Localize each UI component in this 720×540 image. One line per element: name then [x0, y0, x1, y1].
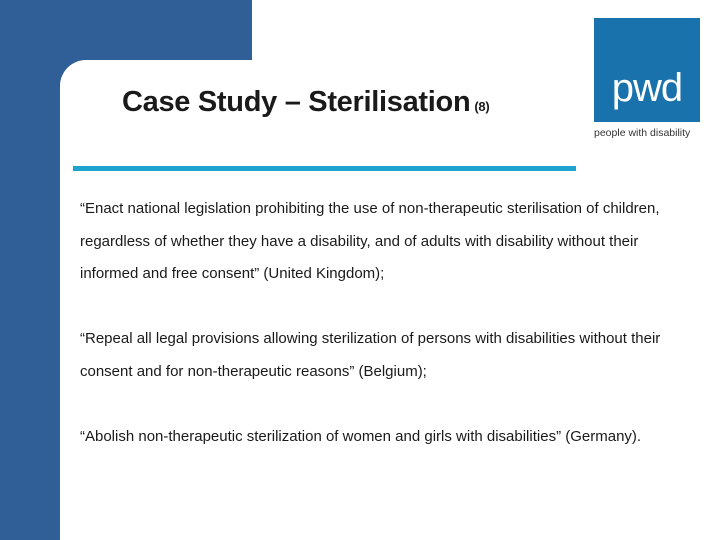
logo-wordmark: pwd: [611, 66, 683, 110]
quote-paragraph-germany: “Abolish non-therapeutic sterilization of women and girls with disabilities” (Germany).: [80, 428, 642, 446]
top-header-block: [60, 0, 252, 60]
title-underline-rule: [73, 166, 576, 171]
left-sidebar-bar: [0, 0, 60, 540]
slide-title-number: (8): [474, 99, 490, 114]
logo-tagline: people with disability: [594, 127, 691, 139]
quote-paragraph-belgium: “Repeal all legal provisions allowing sterilization of persons with disabilities without their consent and for non-therapeutic reasons” (Belgium);: [80, 330, 661, 380]
slide-title: [122, 86, 489, 119]
slide-body: [80, 193, 698, 486]
slide-title-text: Case Study – Sterilisation: [122, 86, 471, 118]
quote-paragraph-uk: “Enact national legislation prohibiting the use of non-therapeutic sterilisation of children, regardless of whether they have a disability, and of adults with disability without their informed and free consent” (United Kingdom);: [80, 200, 660, 283]
pwd-logo: [594, 18, 700, 122]
